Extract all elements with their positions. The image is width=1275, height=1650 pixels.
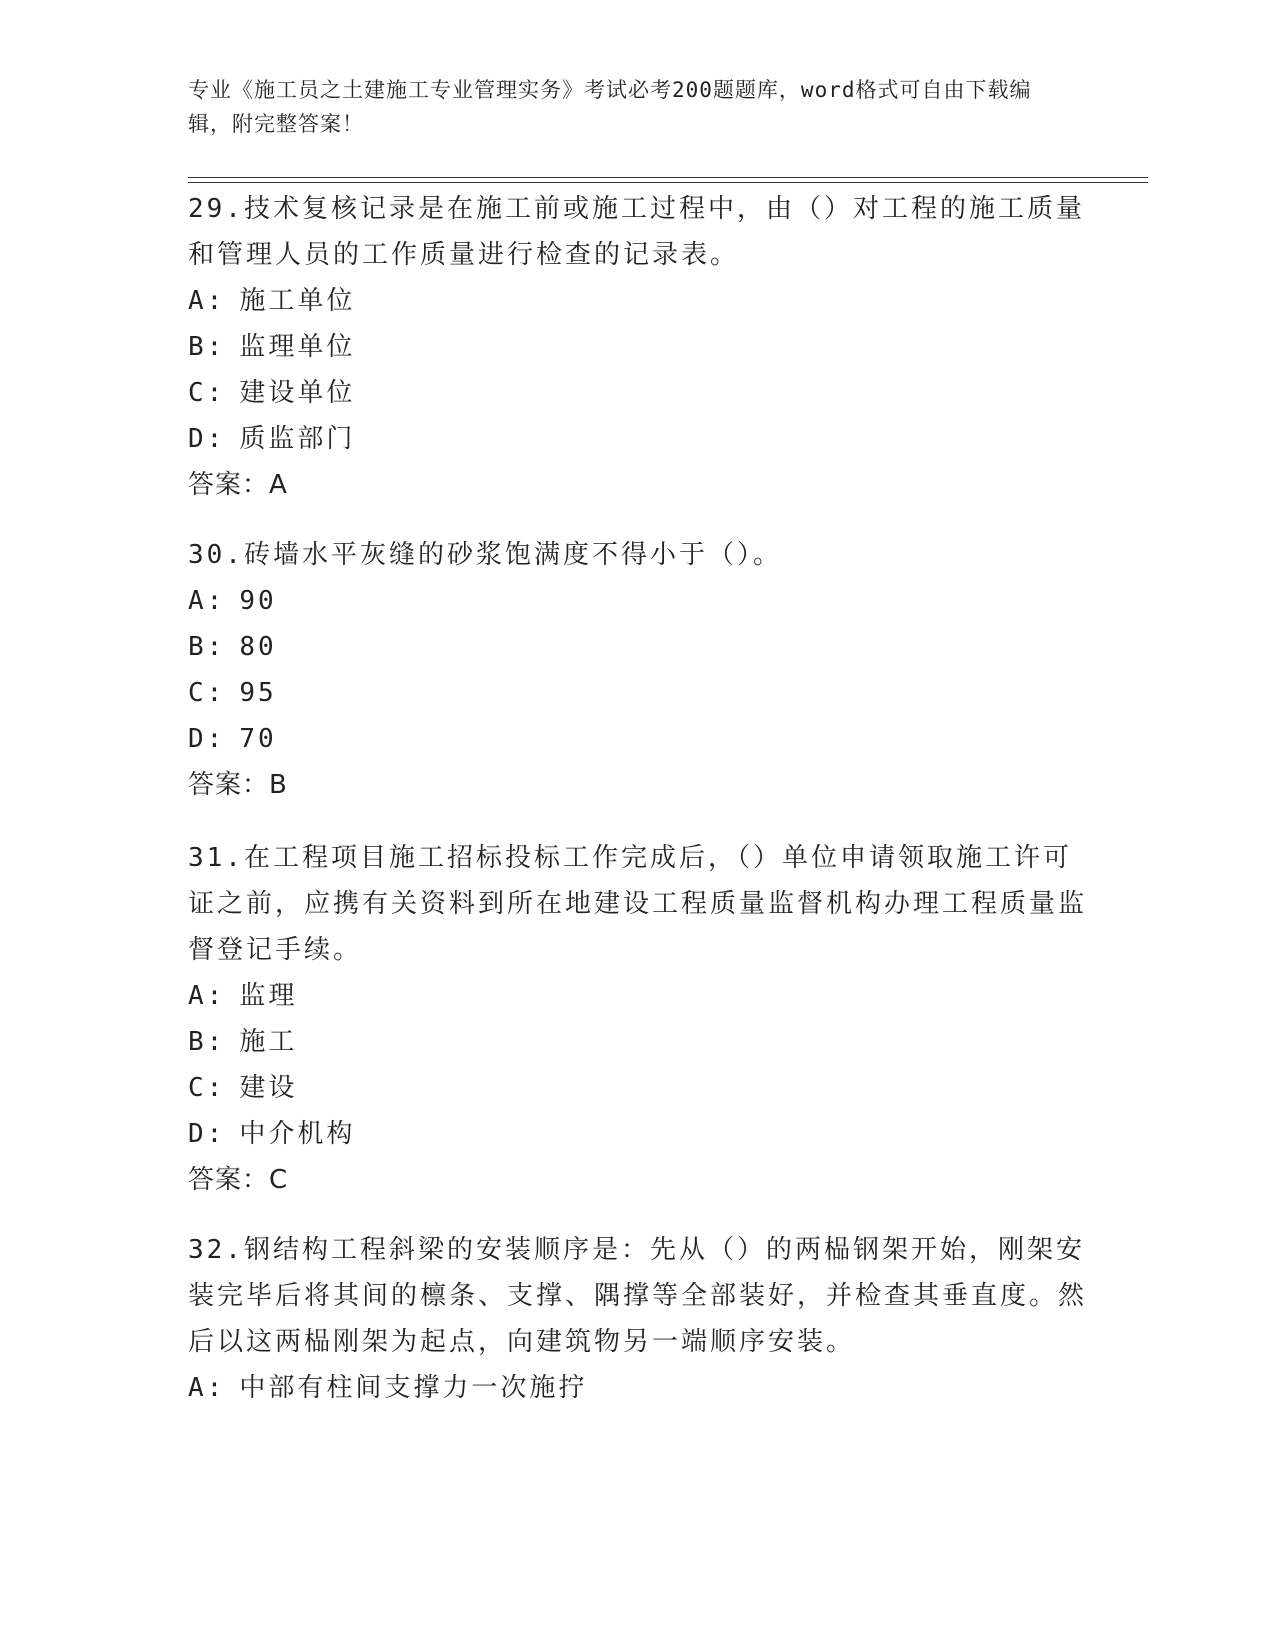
answer-line: 答案：B xyxy=(188,770,288,800)
option-key: A: xyxy=(188,286,226,316)
option-text: 90 xyxy=(239,586,277,616)
header-divider-top xyxy=(188,177,1148,178)
option-text: 质监部门 xyxy=(239,424,356,454)
question-31 xyxy=(188,835,1088,1203)
option-text: 80 xyxy=(239,632,277,662)
header-divider-bottom xyxy=(188,182,1148,183)
option-text: 建设 xyxy=(239,1073,298,1103)
option-key: B: xyxy=(188,632,226,662)
option-key: C: xyxy=(188,678,226,708)
option-key: A: xyxy=(188,981,226,1011)
option-b xyxy=(188,1019,1088,1065)
option-b xyxy=(188,624,1088,670)
question-30 xyxy=(188,532,1088,808)
option-key: D: xyxy=(188,424,226,454)
option-b xyxy=(188,324,1088,370)
option-key: B: xyxy=(188,332,226,362)
option-key: D: xyxy=(188,1119,226,1149)
option-key: A: xyxy=(188,586,226,616)
option-d xyxy=(188,716,1088,762)
option-key: B: xyxy=(188,1027,226,1057)
option-c xyxy=(188,670,1088,716)
option-text: 中部有柱间支撑力一次施拧 xyxy=(239,1373,588,1403)
option-text: 施工 xyxy=(239,1027,298,1057)
option-text: 95 xyxy=(239,678,277,708)
option-d xyxy=(188,1111,1088,1157)
option-text: 中介机构 xyxy=(239,1119,356,1149)
option-key: D: xyxy=(188,724,226,754)
option-d xyxy=(188,416,1088,462)
question-stem: 32.钢结构工程斜梁的安装顺序是：先从（）的两榀钢架开始，刚架安装完毕后将其间的檩条、支撑、隅撑等全部装好，并检查其垂直度。然后以这两榀刚架为起点，向建筑物另一端顺序安装。 xyxy=(188,1235,1088,1357)
question-stem: 30.砖墙水平灰缝的砂浆饱满度不得小于（）。 xyxy=(188,540,782,570)
option-a xyxy=(188,973,1088,1019)
question-32 xyxy=(188,1227,1088,1411)
option-text: 建设单位 xyxy=(239,378,356,408)
option-text: 监理 xyxy=(239,981,298,1011)
document-header: 专业《施工员之土建施工专业管理实务》考试必考200题题库，word格式可自由下载编辑，附完整答案！ xyxy=(188,78,1032,136)
option-text: 施工单位 xyxy=(239,286,356,316)
option-c xyxy=(188,1065,1088,1111)
question-stem: 29.技术复核记录是在施工前或施工过程中，由（）对工程的施工质量和管理人员的工作质量进行检查的记录表。 xyxy=(188,194,1085,270)
option-key: A: xyxy=(188,1373,226,1403)
question-stem: 31.在工程项目施工招标投标工作完成后，（）单位申请领取施工许可证之前，应携有关资料到所在地建设工程质量监督机构办理工程质量监督登记手续。 xyxy=(188,843,1088,965)
option-c xyxy=(188,370,1088,416)
answer-line: 答案：A xyxy=(188,470,288,500)
option-a xyxy=(188,1365,1088,1411)
option-a xyxy=(188,278,1088,324)
option-key: C: xyxy=(188,1073,226,1103)
question-29 xyxy=(188,186,1088,508)
option-a xyxy=(188,578,1088,624)
option-text: 70 xyxy=(239,724,277,754)
option-key: C: xyxy=(188,378,226,408)
option-text: 监理单位 xyxy=(239,332,356,362)
answer-line: 答案：C xyxy=(188,1165,289,1195)
